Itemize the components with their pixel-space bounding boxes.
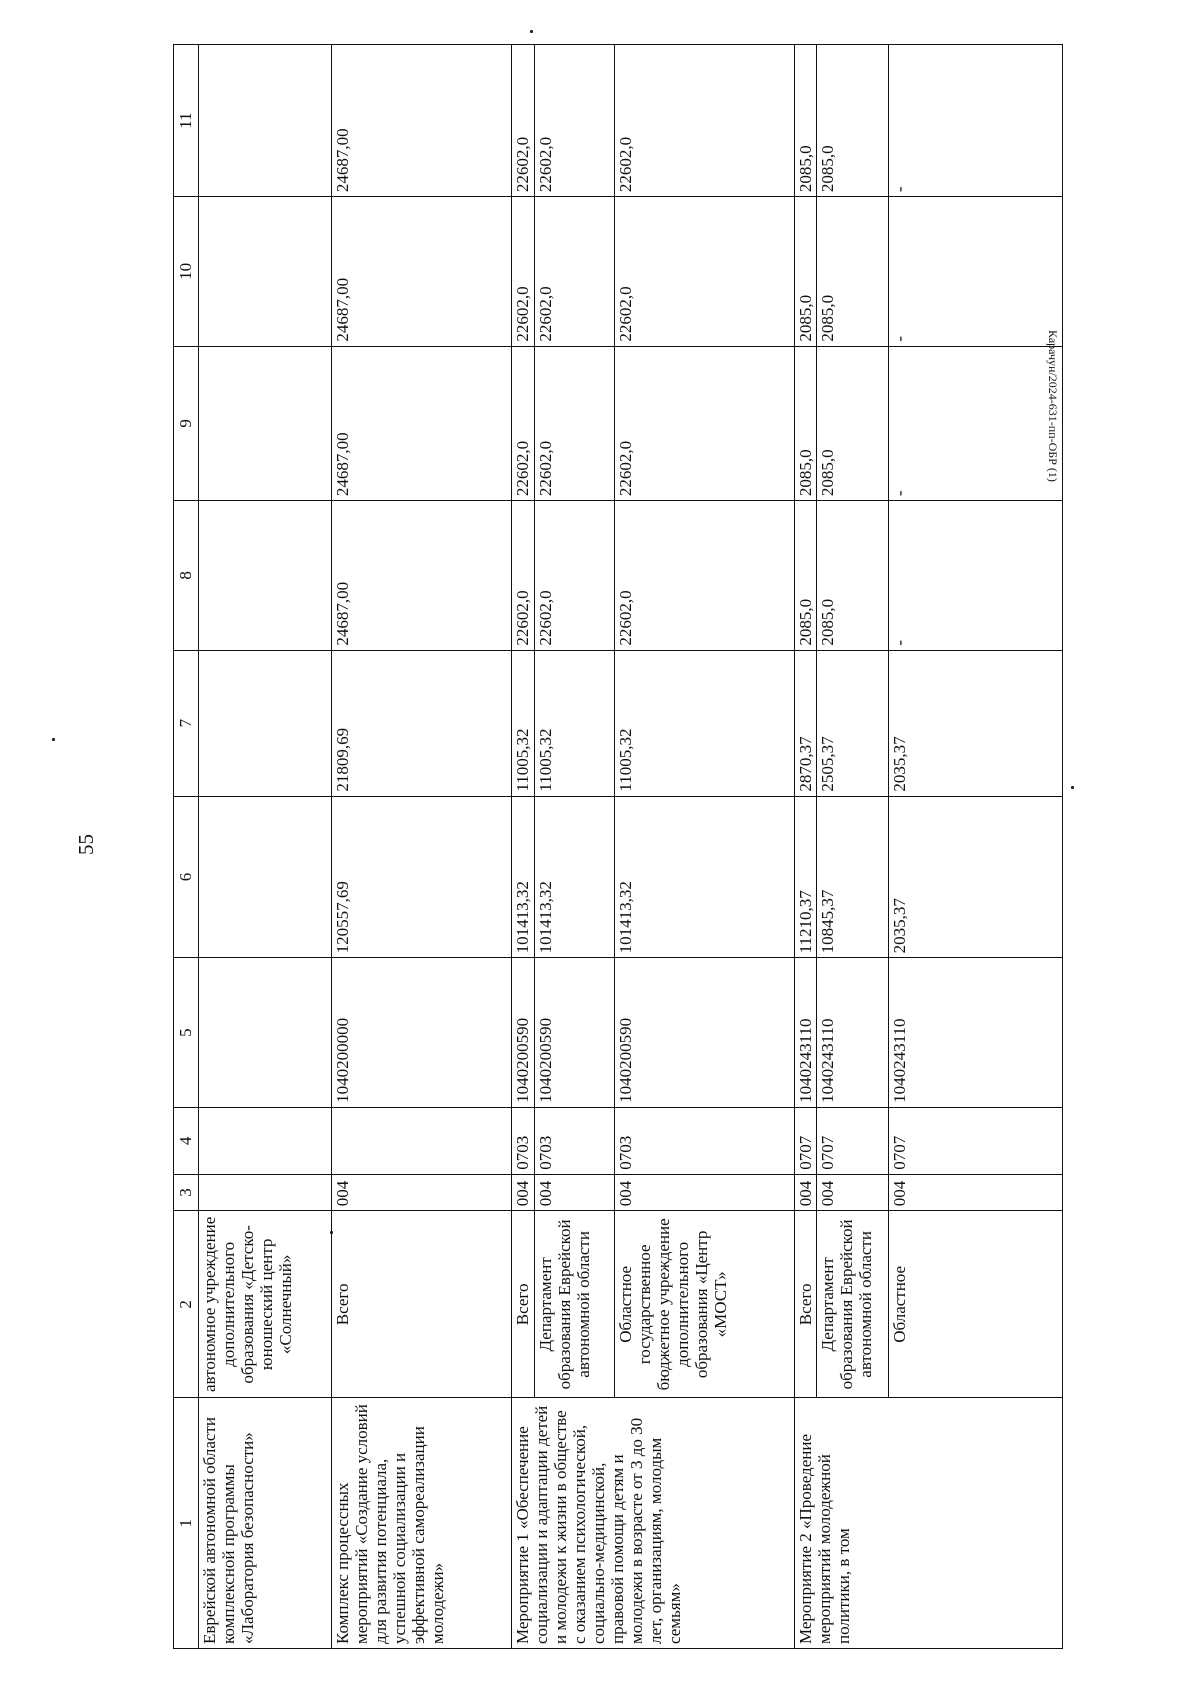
value-cell: 11210,37 <box>795 796 817 958</box>
value-cell <box>199 197 332 347</box>
value-cell: 22602,0 <box>615 45 795 197</box>
value-cell: 1040200590 <box>615 958 795 1108</box>
value-cell <box>199 501 332 651</box>
value-cell: 0707 <box>889 1107 1063 1174</box>
executor-cell: Всего <box>332 1211 512 1398</box>
value-cell: 1040243110 <box>795 958 817 1108</box>
value-cell: 22602,0 <box>535 197 615 347</box>
value-cell: 11005,32 <box>512 650 535 796</box>
row-name-cell: Еврейской автономной области комплексной программы «Лаборатория безопасности» <box>199 1398 332 1649</box>
value-cell: 2085,0 <box>795 501 817 651</box>
row-name-cell: Мероприятие 1 «Обеспечение социализации и адаптации детей и молодежи к жизни в обществе с оказанием психологической, социально-медицинской, правовой помощи детям и молодежи в возрасте от 3 до 30 лет, организациям, молодым семьям» <box>512 1398 795 1649</box>
value-cell: 2085,0 <box>795 346 817 500</box>
value-cell: 101413,32 <box>512 796 535 958</box>
executor-cell: Областное государственное бюджетное учреждение дополнительного образования «Центр «МОСТ» <box>615 1211 795 1398</box>
column-header: 3 <box>174 1174 199 1210</box>
value-cell: 004 <box>889 1174 1063 1210</box>
value-cell <box>199 346 332 500</box>
value-cell: 24687,00 <box>332 501 512 651</box>
value-cell: 2035,37 <box>889 796 1063 958</box>
scan-speck <box>530 30 533 33</box>
column-header: 8 <box>174 501 199 651</box>
column-header: 2 <box>174 1211 199 1398</box>
budget-table <box>173 44 1063 1649</box>
scan-speck <box>330 1231 333 1234</box>
value-cell: 004 <box>817 1174 889 1210</box>
value-cell: 22602,0 <box>535 501 615 651</box>
executor-cell: Департамент образования Еврейской автономной области <box>817 1211 889 1398</box>
value-cell: 004 <box>615 1174 795 1210</box>
column-header: 5 <box>174 958 199 1108</box>
value-cell: 11005,32 <box>615 650 795 796</box>
value-cell: 22602,0 <box>615 501 795 651</box>
value-cell: - <box>889 45 1063 197</box>
value-cell: 22602,0 <box>535 346 615 500</box>
value-cell: 22602,0 <box>512 501 535 651</box>
table-body <box>199 45 1063 1649</box>
executor-cell: Департамент образования Еврейской автономной области <box>535 1211 615 1398</box>
value-cell: 2085,0 <box>795 197 817 347</box>
value-cell: 22602,0 <box>512 197 535 347</box>
value-cell: 22602,0 <box>535 45 615 197</box>
value-cell: 24687,00 <box>332 346 512 500</box>
value-cell: 101413,32 <box>535 796 615 958</box>
executor-cell: Областное <box>889 1211 1063 1398</box>
scan-speck <box>52 738 55 741</box>
value-cell: 2035,37 <box>889 650 1063 796</box>
value-cell: 10845,37 <box>817 796 889 958</box>
table-row <box>795 45 817 1649</box>
value-cell: 1040200590 <box>535 958 615 1108</box>
page-number: 55 <box>74 834 98 855</box>
value-cell: 0703 <box>535 1107 615 1174</box>
column-header: 10 <box>174 197 199 347</box>
column-header: 6 <box>174 796 199 958</box>
value-cell: 22602,0 <box>615 346 795 500</box>
executor-cell: автономное учреждение дополнительного образования «Детско-юношеский центр «Солнечный» <box>199 1211 332 1398</box>
value-cell: 004 <box>512 1174 535 1210</box>
value-cell <box>199 45 332 197</box>
column-header: 4 <box>174 1107 199 1174</box>
value-cell <box>199 958 332 1108</box>
value-cell: - <box>889 197 1063 347</box>
table-row <box>512 45 535 1649</box>
value-cell: 1040200590 <box>512 958 535 1108</box>
value-cell: 1040243110 <box>817 958 889 1108</box>
value-cell: 0703 <box>615 1107 795 1174</box>
value-cell: 004 <box>535 1174 615 1210</box>
scan-speck <box>1071 786 1074 789</box>
executor-cell: Всего <box>795 1211 817 1398</box>
value-cell: 22602,0 <box>615 197 795 347</box>
value-cell: 0707 <box>817 1107 889 1174</box>
value-cell: 1040200000 <box>332 958 512 1108</box>
value-cell <box>199 1107 332 1174</box>
value-cell: 2085,0 <box>817 45 889 197</box>
value-cell: 11005,32 <box>535 650 615 796</box>
value-cell: 24687,00 <box>332 197 512 347</box>
table-row <box>199 45 332 1649</box>
value-cell: 21809,69 <box>332 650 512 796</box>
value-cell: 0707 <box>795 1107 817 1174</box>
value-cell: 0703 <box>512 1107 535 1174</box>
value-cell: 2085,0 <box>817 197 889 347</box>
footer-code: Карачун/2024-631-пп-ОБР (1) <box>1046 330 1060 482</box>
column-header: 1 <box>174 1398 199 1649</box>
value-cell: 2085,0 <box>817 501 889 651</box>
row-name-cell: Комплекс процессных мероприятий «Создание условий для развития потенциала, успешной социализации и эффективной самореализации молодежи» <box>332 1398 512 1649</box>
value-cell: 2085,0 <box>795 45 817 197</box>
value-cell: 120557,69 <box>332 796 512 958</box>
value-cell: 2870,37 <box>795 650 817 796</box>
value-cell: 22602,0 <box>512 45 535 197</box>
value-cell: 24687,00 <box>332 45 512 197</box>
value-cell: 2085,0 <box>817 346 889 500</box>
value-cell <box>199 650 332 796</box>
value-cell: 22602,0 <box>512 346 535 500</box>
column-header: 7 <box>174 650 199 796</box>
table-row <box>332 45 512 1649</box>
value-cell: 2505,37 <box>817 650 889 796</box>
value-cell: 101413,32 <box>615 796 795 958</box>
table-header-row <box>174 45 199 1649</box>
budget-table-container <box>173 44 1063 1649</box>
column-header: 11 <box>174 45 199 197</box>
value-cell <box>199 1174 332 1210</box>
value-cell: 1040243110 <box>889 958 1063 1108</box>
executor-cell: Всего <box>512 1211 535 1398</box>
value-cell: 004 <box>332 1174 512 1210</box>
column-header: 9 <box>174 346 199 500</box>
value-cell: - <box>889 346 1063 500</box>
value-cell <box>199 796 332 958</box>
row-name-cell: Мероприятие 2 «Проведение мероприятий молодежной политики, в том <box>795 1398 1063 1649</box>
value-cell <box>332 1107 512 1174</box>
value-cell: 004 <box>795 1174 817 1210</box>
value-cell: - <box>889 501 1063 651</box>
